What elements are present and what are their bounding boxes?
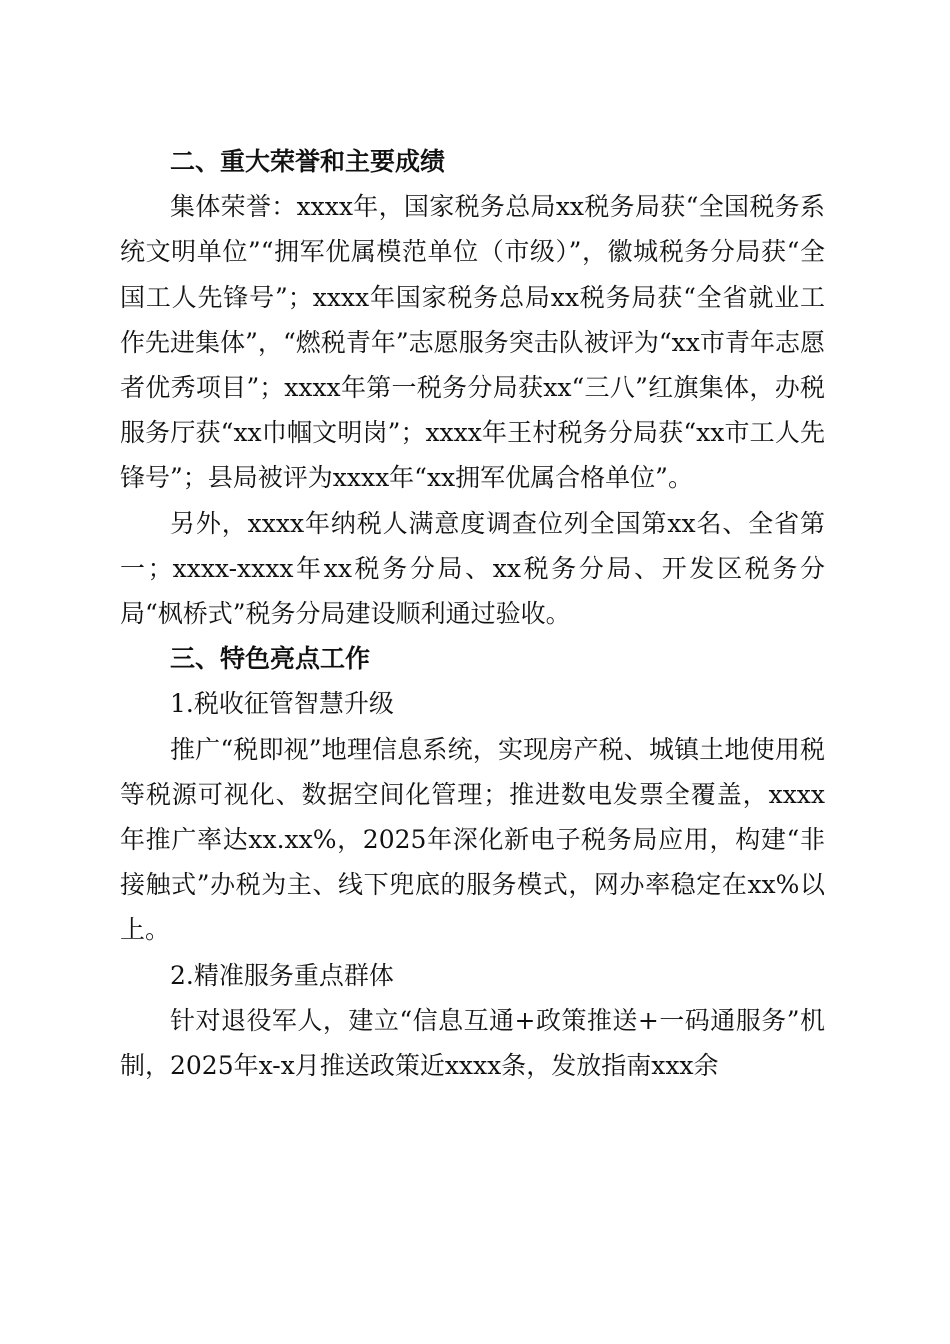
subheading-targeted-services: 2.精准服务重点群体: [170, 960, 394, 990]
subheading-tax-collection: 1.税收征管智慧升级: [170, 689, 394, 719]
section-heading-highlights: 三、特色亮点工作: [170, 644, 371, 674]
paragraph-collective-honors: 集体荣誉：xxxx年，国家税务总局xx税务局获“全国税务系统文明单位”“拥军优属模范单位（市级）”，徽城税务分局获“全国工人先锋号”；xxxx年国家税务总局xx税务局获“全省就业工作先进集体”，“燃税青年”志愿服务突击队被评为“xx市青年志愿者优秀项目”；xxxx年第一税务分局获xx“三八”红旗集体，办税服务厅获“xx巾帼文明岗”；xxxx年王村税务分局获“xx市工人先锋号”；县局被评为xxxx年“xx拥军优属合格单位”。: [120, 192, 825, 493]
paragraph-targeted-services: 针对退役军人，建立“信息互通+政策推送+一码通服务”机制，2025年x-x月推送政策近xxxx条，发放指南xxx余: [120, 1005, 825, 1081]
paragraph-additional-achievements: 另外，xxxx年纳税人满意度调查位列全国第xx名、全省第一；xxxx-xxxx年xx税务分局、xx税务分局、开发区税务分局“枫桥式”税务分局建设顺利通过验收。: [120, 508, 825, 629]
section-heading-honors: 二、重大荣誉和主要成绩: [170, 147, 446, 176]
document-body: [120, 139, 825, 1088]
paragraph-tax-collection: 推广“税即视”地理信息系统，实现房产税、城镇土地使用税等税源可视化、数据空间化管理；推进数电发票全覆盖，xxxx年推广率达xx.xx%，2025年深化新电子税务局应用，构建“非接触式”办税为主、线下兜底的服务模式，网办率稳定在xx%以上。: [120, 734, 825, 945]
